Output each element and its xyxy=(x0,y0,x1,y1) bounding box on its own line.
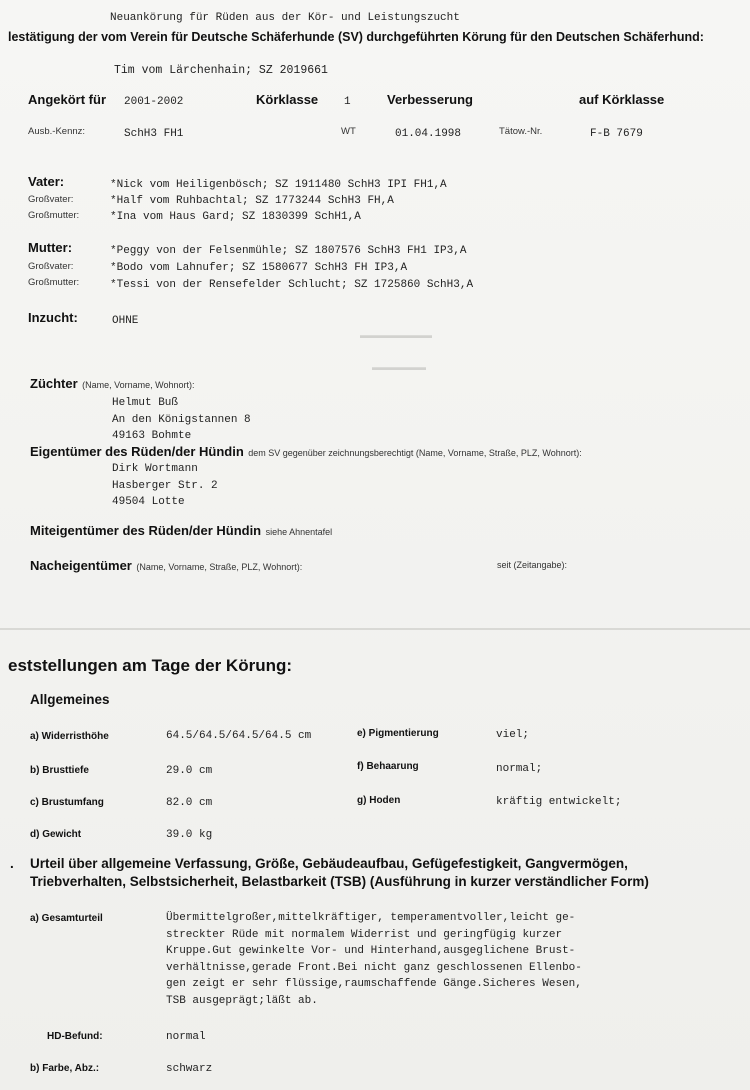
miteigentuemer-heading xyxy=(30,522,332,540)
widerrist-value: 64.5/64.5/64.5/64.5 cm xyxy=(166,730,312,742)
feststellungen-title: eststellungen am Tage der Körung: xyxy=(8,656,293,675)
show-through-mark: ▬▬▬▬▬▬ xyxy=(372,362,426,372)
v-grossmutter-label: Großmutter: xyxy=(28,210,80,221)
eigentuemer-label: Eigentümer des Rüden/der Hündin xyxy=(30,444,244,459)
miteigentuemer-hint: siehe Ahnentafel xyxy=(265,527,333,537)
brustumfang-label: c) Brustumfang xyxy=(30,797,104,808)
text-line: verhältnisse,gerade Front.Bei nicht ganz geschlossenen Ellenbo- xyxy=(166,961,582,974)
dog-name: Tim vom Lärchenhain; SZ 2019661 xyxy=(114,64,328,77)
vater-label: Vater: xyxy=(28,174,65,189)
text-line: TSB ausgeprägt;läßt ab. xyxy=(166,994,318,1007)
farbe-label: b) Farbe, Abz.: xyxy=(30,1063,100,1074)
vater-value: *Nick vom Heiligenbösch; SZ 1911480 SchH3 IPI FH1,A xyxy=(110,179,447,191)
gesamturteil-label: a) Gesamturteil xyxy=(30,913,103,924)
miteigentuemer-label: Miteigentümer des Rüden/der Hündin xyxy=(30,523,262,538)
v-grossvater-label: Großvater: xyxy=(28,194,74,205)
eigentuemer-address xyxy=(112,461,218,511)
mutter-value: *Peggy von der Felsenmühle; SZ 1807576 SchH3 FH1 IP3,A xyxy=(110,245,467,257)
eigentuemer-hint: dem SV gegenüber zeichnungsberechtigt (Name, Vorname, Straße, PLZ, Wohnort): xyxy=(248,448,582,458)
wt-label: WT xyxy=(341,126,356,137)
ausb-value: SchH3 FH1 xyxy=(124,128,184,140)
page-fold xyxy=(0,628,750,630)
brusttiefe-label: b) Brusttiefe xyxy=(30,765,89,776)
farbe-value: schwarz xyxy=(166,1063,213,1075)
address-line: Hasberger Str. 2 xyxy=(112,479,218,492)
angekoert-value: 2001-2002 xyxy=(124,96,184,108)
zuechter-label: Züchter xyxy=(30,376,78,391)
behaarung-value: normal; xyxy=(496,763,543,775)
inzucht-value: OHNE xyxy=(112,315,139,327)
hd-befund-label: HD-Befund: xyxy=(47,1031,103,1042)
zuechter-heading xyxy=(30,375,195,393)
text-line: Kruppe.Gut gewinkelte Vor- und Hinterhand,ausgeglichene Brust- xyxy=(166,945,576,958)
allgemeines-heading: Allgemeines xyxy=(30,692,110,707)
text-line: Übermittelgroßer,mittelkräftiger, temperamentvoller,leicht ge- xyxy=(166,912,576,924)
brustumfang-value: 82.0 cm xyxy=(166,797,213,809)
taetow-label: Tätow.-Nr. xyxy=(499,126,543,137)
form-heading: Neuankörung für Rüden aus der Kör- und Leistungszucht xyxy=(110,12,460,24)
wt-value: 01.04.1998 xyxy=(395,128,462,140)
koerklasse-label: Körklasse xyxy=(256,92,319,107)
gesamturteil-text xyxy=(166,910,582,1010)
show-through-mark: ▬▬▬▬▬▬▬▬ xyxy=(360,330,432,340)
auf-koerklasse-label: auf Körklasse xyxy=(579,92,665,107)
nacheigentuemer-heading xyxy=(30,557,302,575)
m-grossvater-value: *Bodo vom Lahnufer; SZ 1580677 SchH3 FH IP3,A xyxy=(110,262,408,274)
seit-label: seit (Zeitangabe): xyxy=(497,560,568,570)
eigentuemer-heading xyxy=(30,443,582,461)
brusttiefe-value: 29.0 cm xyxy=(166,765,213,777)
address-line: 49163 Bohmte xyxy=(112,430,192,442)
verbesserung-label: Verbesserung xyxy=(387,92,473,107)
inzucht-label: Inzucht: xyxy=(28,310,78,325)
v-grossmutter-value: *Ina vom Haus Gard; SZ 1830399 SchH1,A xyxy=(110,211,361,223)
koerklasse-value: 1 xyxy=(344,96,351,108)
gewicht-label: d) Gewicht xyxy=(30,829,82,840)
zuechter-hint: (Name, Vorname, Wohnort): xyxy=(82,380,195,390)
text-line: streckter Rüde mit normalem Widerrist und geringfügig kurzer xyxy=(166,928,563,941)
hd-befund-value: normal xyxy=(166,1031,206,1043)
urteil-title-line1: Urteil über allgemeine Verfassung, Größe, Gebäudeaufbau, Gefügefestigkeit, Gangvermögen, xyxy=(30,856,628,871)
widerrist-label: a) Widerristhöhe xyxy=(30,731,109,742)
urteil-bullet: . xyxy=(10,856,14,871)
m-grossvater-label: Großvater: xyxy=(28,261,74,272)
nacheigentuemer-label: Nacheigentümer xyxy=(30,558,132,573)
address-line: Helmut Buß xyxy=(112,397,179,409)
nacheigentuemer-hint: (Name, Vorname, Straße, PLZ, Wohnort): xyxy=(136,562,303,572)
address-line: An den Königstannen 8 xyxy=(112,413,251,426)
mutter-label: Mutter: xyxy=(28,240,73,255)
gewicht-value: 39.0 kg xyxy=(166,829,213,841)
address-line: Dirk Wortmann xyxy=(112,463,198,475)
m-grossmutter-label: Großmutter: xyxy=(28,277,80,288)
text-line: gen zeigt er sehr flüssige,raumschaffende Gänge.Sicheres Wesen, xyxy=(166,978,582,991)
hoden-value: kräftig entwickelt; xyxy=(496,796,622,808)
taetow-value: F-B 7679 xyxy=(590,128,643,140)
behaarung-label: f) Behaarung xyxy=(357,761,419,772)
address-line: 49504 Lotte xyxy=(112,496,185,508)
confirmation-title: lestätigung der vom Verein für Deutsche Schäferhunde (SV) durchgeführten Körung für den Deutschen Schäferhund: xyxy=(8,30,704,44)
urteil-title-line2: Triebverhalten, Selbstsicherheit, Belastbarkeit (TSB) (Ausführung in kurzer verständlicher Form) xyxy=(30,874,649,889)
angekoert-label: Angekört für xyxy=(28,92,106,107)
hoden-label: g) Hoden xyxy=(357,795,401,806)
pigment-label: e) Pigmentierung xyxy=(357,728,439,739)
zuechter-address xyxy=(112,395,251,445)
v-grossvater-value: *Half vom Ruhbachtal; SZ 1773244 SchH3 FH,A xyxy=(110,195,394,207)
m-grossmutter-value: *Tessi von der Rensefelder Schlucht; SZ 1725860 SchH3,A xyxy=(110,279,474,291)
ausb-label: Ausb.-Kennz: xyxy=(28,126,86,137)
pigment-value: viel; xyxy=(496,729,530,741)
